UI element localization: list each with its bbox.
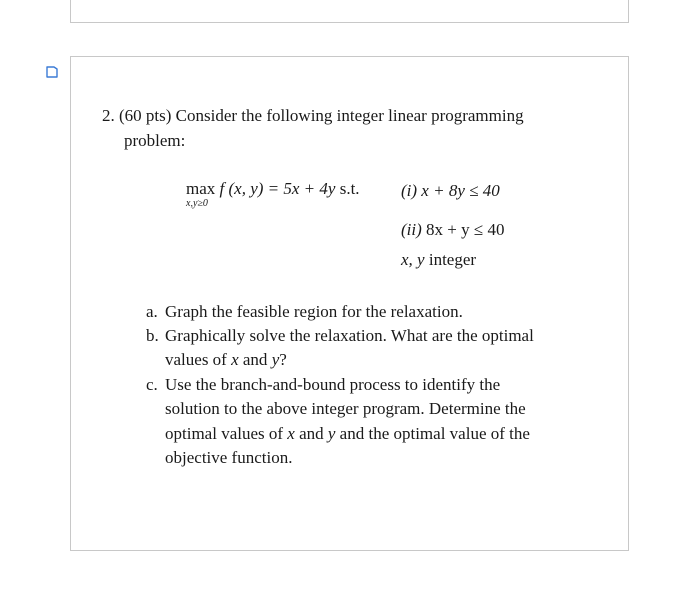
part-c-line-1: Use the branch-and-bound process to identify the [165,375,501,394]
constraint-2-expression: 8x + y ≤ 40 [426,220,505,239]
part-c-line-3c: and the optimal value of the [339,423,530,443]
part-b-var-y: y [271,350,280,370]
constraint-3 [401,250,476,270]
constraint-3-text: integer [428,250,477,269]
objective-subscript: x,y≥0 [186,198,208,209]
part-c-var-y: y [327,423,336,443]
question-text-line-2: problem: [124,131,186,150]
subject-to: s.t. [339,179,360,198]
part-c-label: c. [146,375,158,394]
part-b-text [165,324,575,373]
constraint-2 [401,220,504,240]
part-b-var-x: x [231,350,239,370]
part-b-label: b. [146,326,159,345]
constraint-1-expression: x + 8y ≤ 40 [421,181,500,200]
part-c-line-4: objective function. [165,448,293,468]
part-b-line-1: Graphically solve the relaxation. What are the optimal [165,326,534,345]
flag-icon[interactable] [46,66,60,78]
part-c-text [165,373,575,471]
question-text-line-1: 2. (60 pts) Consider the following integer linear programming [102,106,524,125]
part-c-line-2: solution to the above integer program. Determine the [165,399,526,419]
part-a-text [165,300,575,324]
previous-question-card [70,0,629,23]
objective-op: max [186,179,216,198]
part-c-line-3a: optimal values of [165,423,284,443]
part-a-line-1: Graph the feasible region for the relaxation. [165,302,463,321]
objective-function [186,179,360,199]
constraint-2-label: (ii) [401,220,422,239]
part-b-line-2a: values of [165,350,227,370]
part-c-line-3b: and [299,423,324,443]
constraint-1-label: (i) [401,181,418,200]
objective-expression: f (x, y) = 5x + 4y [219,179,336,198]
constraint-3-vars: x, y [401,250,425,269]
constraint-1 [401,181,500,201]
part-b-line-2b: and [242,350,268,370]
part-c-var-x: x [287,423,295,443]
part-a-label: a. [146,302,158,321]
part-b-line-2c: ? [279,350,287,370]
